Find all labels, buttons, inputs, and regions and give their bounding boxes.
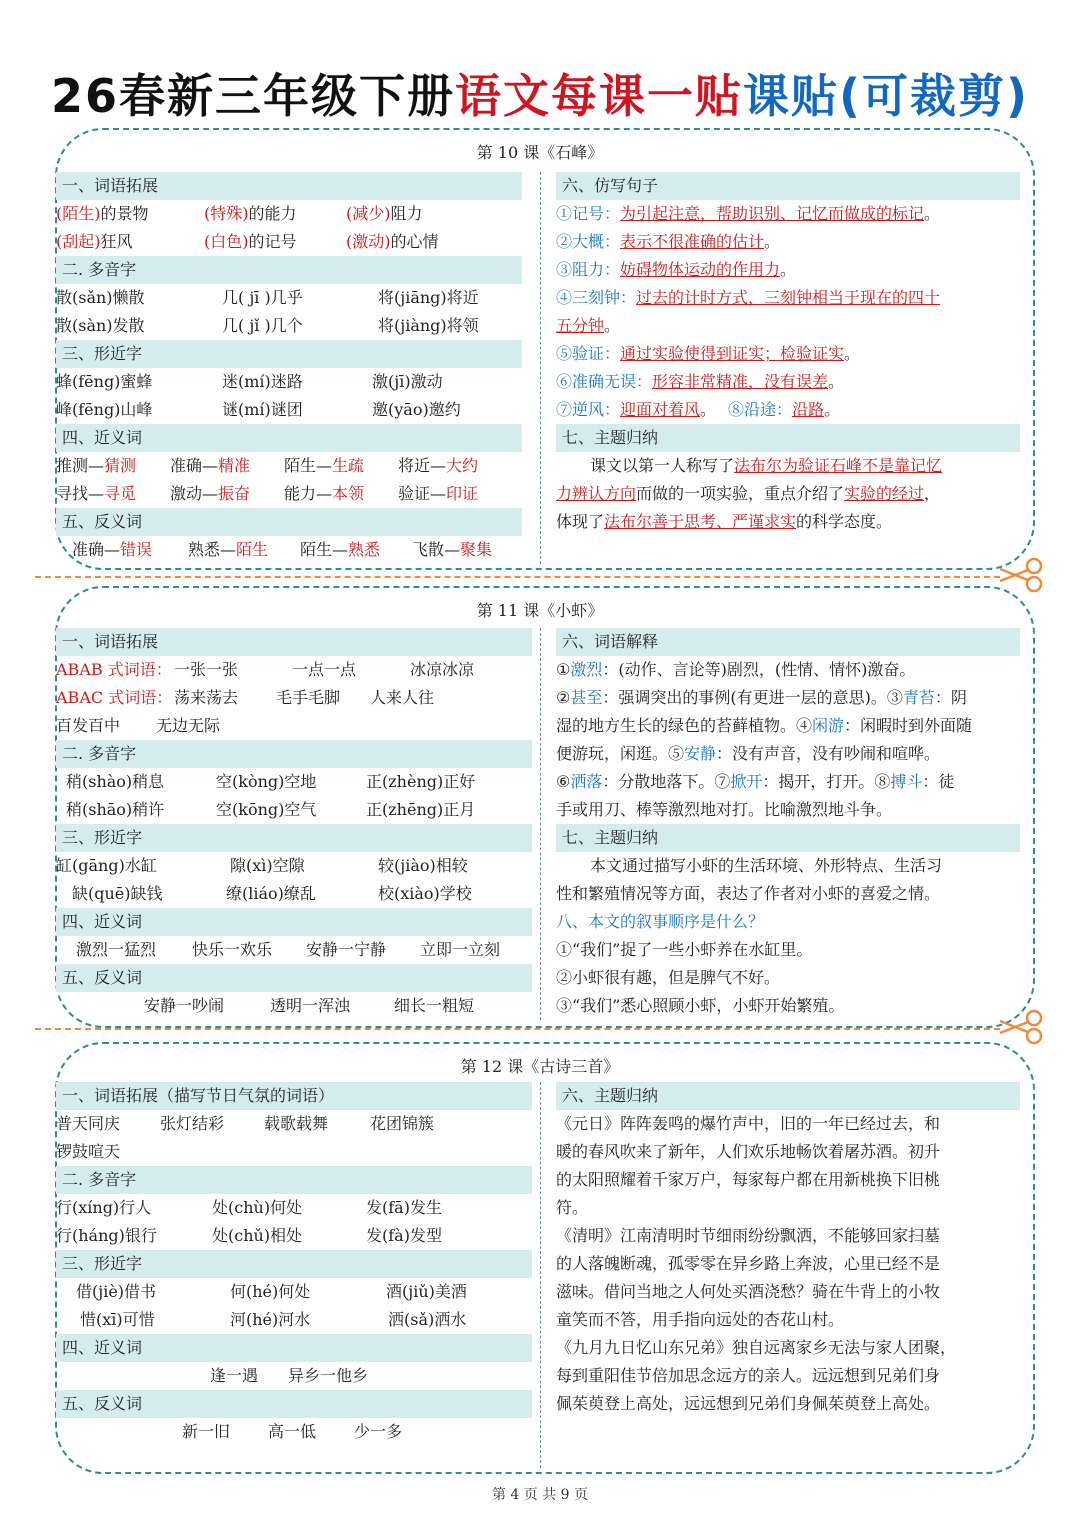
section-heading: 二. 多音字 [56,1166,532,1194]
section-heading: 一、词语拓展 [56,628,532,656]
poem-summary-line: 符。 [556,1198,589,1217]
poem-summary-line: 的人落魄断魂，孤零零在异乡路上奔波，心里已经不是 [556,1254,941,1273]
title-part3: 课贴(可裁剪) [742,69,1030,123]
section-heading: 三、形近字 [56,1250,532,1278]
word-row: 蜂(fēng)蜜蜂 迷(mí)迷路 激(jī)激动 [56,372,443,391]
poem-summary-line: 滋味。借问当地之人何处买酒浇愁？骑在牛背上的小牧 [556,1282,941,1301]
word-row: 新一旧 高一低 少一多 [182,1422,403,1441]
word-row: 推测—猜测 准确—精准 陌生—生疏 将近—大约 [56,456,479,475]
word-row: 缸(gāng)水缸 隙(xì)空隙 较(jiào)相较 [56,856,468,875]
section-heading: 三、形近字 [56,340,522,368]
definition-line: 湿的地方生长的绿色的苔藓植物。④闲游：闲暇时到外面随 [556,716,973,735]
section-heading: 四、近义词 [56,908,532,936]
summary-line: 本文通过描写小虾的生活环境、外形特点、生活习 [590,856,943,875]
word-row: 散(sǎn)懒散 几( jī )几乎 将(jiāng)将近 [56,288,479,307]
word-row: 稍(shào)稍息 空(kòng)空地 正(zhèng)正好 [66,772,476,791]
definition-line: ②甚至：强调突出的事例(有更进一层的意思)。③青苔：阴 [556,688,967,707]
word-row: 普天同庆 张灯结彩 载歌载舞 花团锦簇 [56,1114,435,1133]
page-number: 第 4 页 共 9 页 [491,1487,589,1503]
lesson10-title: 第 10 课《石峰》 [476,143,604,162]
section-heading: 六、主题归纳 [556,1082,1020,1110]
sentence-line: ③阻力：妨碍物体运动的作用力。 [556,260,797,279]
poem-summary-line: 童笑而不答，用手指向远处的杏花山村。 [556,1310,845,1329]
word-row: 借(jiè)借书 何(hé)何处 酒(jiǔ)美酒 [76,1282,467,1301]
word-row: 准确—错误 熟悉—陌生 陌生—熟悉 飞散—聚集 [72,540,493,559]
poem-summary-line: 暖的春风吹来了新年，人们欢乐地畅饮着屠苏酒。初升 [556,1142,941,1161]
sentence-line: ⑥准确无误：形容非常精准，没有误差。 [556,372,845,391]
summary-line: 性和繁殖情况等方面，表达了作者对小虾的喜爱之情。 [556,884,941,903]
lesson11-right [556,628,1020,1020]
section-heading: 一、词语拓展（描写节日气氛的词语） [56,1082,532,1110]
poem-summary-line: 佩茱萸登上高处，远远想到兄弟们身佩茱萸登上高处。 [556,1394,941,1413]
poem-summary-line: 的太阳照耀着千家万户，每家每户都在用新桃换下旧桃 [556,1170,941,1189]
word-row: (陌生)的景物 (特殊)的能力 (减少)阻力 [56,204,423,223]
lesson11-title: 第 11 课《小虾》 [476,601,604,620]
summary-line: 课文以第一人称写了法布尔为验证石峰不是靠记忆 [590,456,943,475]
section-heading: 四、近义词 [56,1334,532,1362]
section-heading: 二. 多音字 [56,740,532,768]
sentence-line: ④三刻钟：过去的计时方式，三刻钟相当于现在的四十 [556,288,941,307]
section-heading: 七、主题归纳 [556,424,1020,452]
word-row: 散(sàn)发散 几( jǐ )几个 将(jiàng)将领 [56,316,479,335]
section-heading: 五、反义词 [56,964,532,992]
column-divider [540,172,541,564]
section-heading: 三、形近字 [56,824,532,852]
word-row: ABAB 式词语： 一张一张 一点一点 冰凉冰凉 [56,660,475,679]
summary-line: 力辨认方向而做的一项实验，重点介绍了实验的经过， [556,484,941,503]
section-heading: 七、主题归纳 [556,824,1020,852]
section-heading: 四、近义词 [56,424,522,452]
sentence-line: ②大概：表示不很准确的估计。 [556,232,781,251]
section-heading: 五、反义词 [56,508,522,536]
question-heading: 八、本文的叙事顺序是什么？ [556,912,765,931]
word-row: 缺(quē)缺钱 缭(liáo)缭乱 校(xiào)学校 [72,884,472,903]
word-row: 惜(xī)可惜 河(hé)河水 洒(sǎ)洒水 [80,1310,467,1329]
word-row: 逢一遇 异乡一他乡 [210,1366,369,1385]
lesson12-left [56,1082,532,1446]
section-heading: 六、仿写句子 [556,172,1020,200]
cut-line-1 [35,576,1000,578]
poem-summary-line: 《元日》阵阵轰鸣的爆竹声中，旧的一年已经过去，和 [556,1114,941,1133]
definition-line: ①激烈：(动作、言论等)剧烈，(性情、情怀)激奋。 [556,660,916,679]
section-heading: 五、反义词 [56,1390,532,1418]
word-row: 锣鼓喧天 [56,1142,121,1161]
lesson12-right [556,1082,1020,1418]
word-row: 安静一吵闹 透明一浑浊 细长一粗短 [144,996,475,1015]
poem-summary-line: 《清明》江南清明时节细雨纷纷飘洒，不能够回家扫墓 [556,1226,941,1245]
definition-line: 手或用刀、棒等激烈地对打。比喻激烈地斗争。 [556,800,893,819]
word-row: 激烈一猛烈 快乐一欢乐 安静一宁静 立即一立刻 [76,940,501,959]
poem-summary-line: 每到重阳佳节倍加思念远方的亲人。远远想到兄弟们身 [556,1366,941,1385]
section-heading: 一、词语拓展 [56,172,522,200]
word-row: 行(háng)银行 处(chǔ)相处 发(fà)发型 [56,1226,442,1245]
sequence-line: ①“我们”捉了一些小虾养在水缸里。 [556,940,813,959]
column-divider [540,1082,541,1468]
word-row: 寻找—寻觅 激动—振奋 能力—本领 验证—印证 [56,484,479,503]
scissors-icon [996,557,1046,593]
sentence-line: 五分钟。 [556,316,621,335]
lesson12-title: 第 12 课《古诗三首》 [460,1057,620,1076]
page-title [0,60,1080,126]
title-part1: 26春新三年级下册 [50,69,455,123]
definition-line: 便游玩，闲逛。⑤安静：没有声音，没有吵闹和喧哗。 [556,744,941,763]
word-row: ABAC 式词语： 荡来荡去 毛手毛脚 人来人往 [56,688,435,707]
word-row: 行(xíng)行人 处(chù)何处 发(fā)发生 [56,1198,442,1217]
lesson11-left [56,628,532,1020]
sequence-line: ②小虾很有趣，但是脾气不好。 [556,968,781,987]
word-row: 峰(fēng)山峰 谜(mí)谜团 邀(yāo)邀约 [56,400,461,419]
section-heading: 二. 多音字 [56,256,522,284]
cut-line-2 [35,1028,1000,1030]
column-divider [540,628,541,1020]
sentence-line: ⑤验证：通过实验使得到证实；检验证实。 [556,344,861,363]
section-heading: 六、词语解释 [556,628,1020,656]
word-row: 稍(shāo)稍许 空(kōng)空气 正(zhēng)正月 [66,800,476,819]
summary-line: 体现了法布尔善于思考、严谨求实的科学态度。 [556,512,893,531]
definition-line: ⑥洒落：分散地落下。⑦掀开：揭开，打开。⑧搏斗：徒 [556,772,955,791]
lesson10-left [56,172,522,564]
lesson10-right [556,172,1020,536]
sentence-line: ①记号：为引起注意，帮助识别、记忆而做成的标记。 [556,204,941,223]
word-row: 百发百中 无边无际 [56,716,221,735]
poem-summary-line: 《九月九日忆山东兄弟》独自远离家乡无法与家人团聚， [556,1338,957,1357]
word-row: (刮起)狂风 (白色)的记号 (激动)的心情 [56,232,439,251]
sentence-line: ⑦逆风：迎面对着风。 ⑧沿途：沿路。 [556,400,841,419]
title-part2: 语文每课一贴 [454,69,743,123]
sequence-line: ③“我们”悉心照顾小虾，小虾开始繁殖。 [556,996,845,1015]
